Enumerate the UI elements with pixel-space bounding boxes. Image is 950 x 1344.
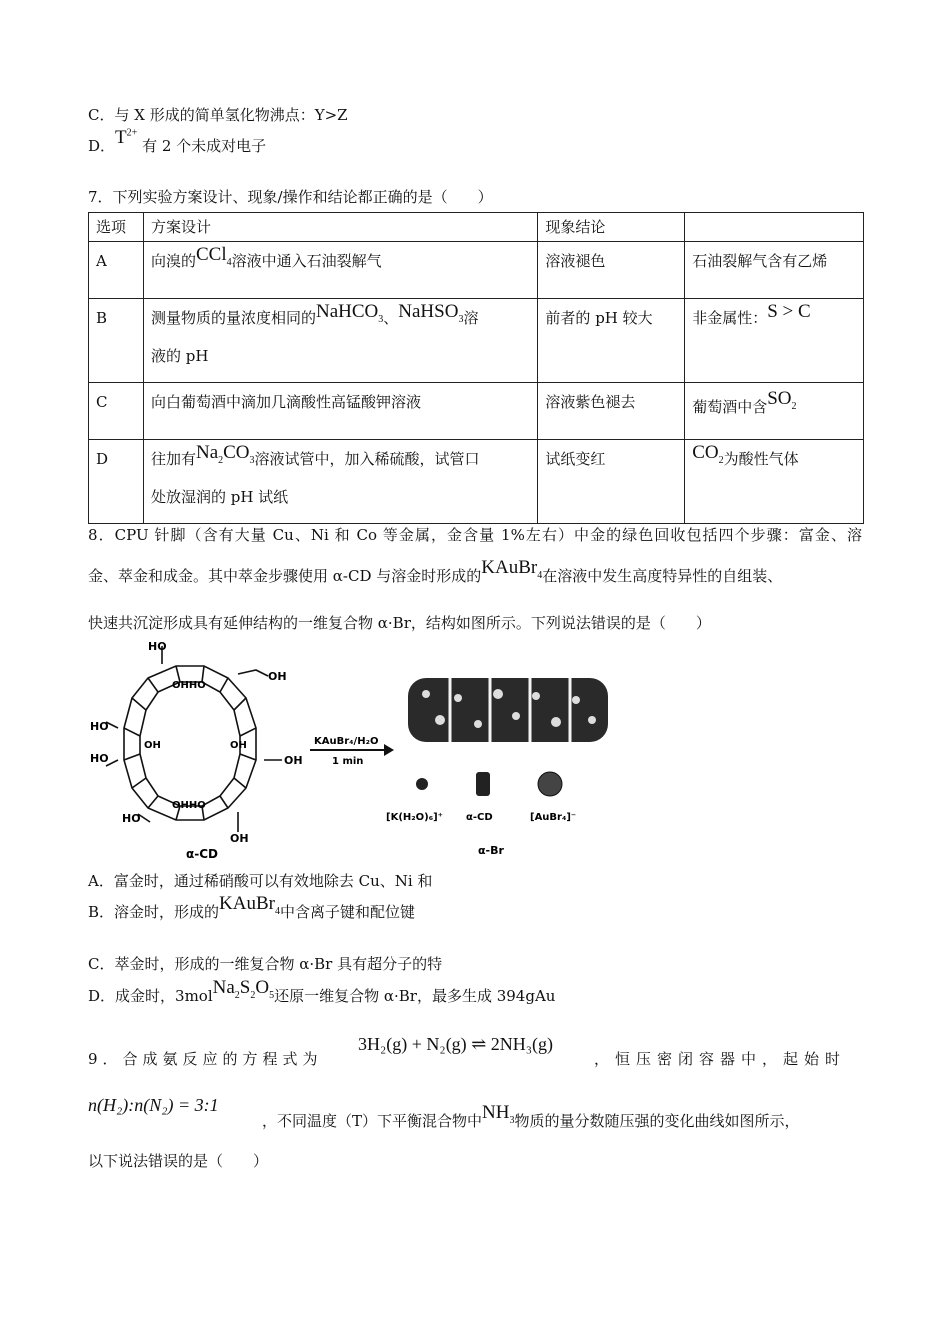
ring-label: OH [268, 670, 287, 683]
q7-table [88, 212, 864, 524]
row-phenomenon: 溶液褪色 [538, 242, 685, 299]
row-phenomenon: 试纸变红 [538, 439, 685, 523]
legend-alpha-cd: α-CD [466, 812, 493, 823]
so2-formula: $SO_2$ [767, 388, 797, 412]
q8-line-2: 金、萃金和成金。其中萃金步骤使用 α-CD 与溶金时形成的KAuBr$_4$在溶液中发生高度特异性的自组装、 [88, 557, 783, 585]
ring-label: HO [90, 752, 109, 765]
q9-line-1-lead: 9．合成氨反应的方程式为 [88, 1050, 323, 1068]
nahso3-formula: NaHSO$_3$ [398, 301, 464, 325]
kaubr4-formula: KAuBr$_4$ [481, 557, 543, 581]
row-design: 向白葡萄酒中滴加几滴酸性高锰酸钾溶液 [143, 383, 537, 440]
legend-k-ion: [K(H₂O)₆]⁺ [386, 812, 443, 823]
t-ion-formula: $T^{2+}$ [115, 127, 138, 148]
row-design: 往加有$Na_2CO_3$溶液试管中，加入稀硫酸，试管口 处放湿润的 pH 试纸 [143, 439, 537, 523]
legend-aubr4: [AuBr₄]⁻ [530, 812, 577, 823]
q8-option-a: A．富金时，通过稀硝酸可以有效地除去 Cu、Ni 和 [88, 872, 433, 890]
co2-formula: $CO_2$ [692, 441, 724, 466]
alpha-cd-icon [476, 772, 490, 796]
table-row [89, 242, 864, 299]
q9-line-2: ，不同温度（T）下平衡混合物中$NH_3$物质的量分数随压强的变化曲线如图所示， [262, 1102, 800, 1130]
ammonia-equation: 3H₂(g) + N₂(g) ⇌ 2NH₃(g) [358, 1034, 554, 1054]
q8-line-3: 快速共沉淀形成具有延伸结构的一维复合物 α·Br，结构如图所示。下列说法错误的是（ ） [88, 614, 711, 632]
header-option: 选项 [89, 213, 144, 242]
ratio-expression: n(H₂):n(N₂) = 3:1 [88, 1095, 219, 1115]
q8-option-c: C．萃金时，形成的一维复合物 α·Br 具有超分子的特 [88, 955, 443, 973]
s-gt-c: S > C [767, 301, 811, 322]
row-conclusion: 非金属性：S > C [685, 299, 864, 383]
arrow-head [384, 744, 394, 756]
table-header-row [89, 213, 864, 242]
ring-label: OH [230, 740, 247, 751]
row-phenomenon: 前者的 pH 较大 [538, 299, 685, 383]
row-design: 测量物质的量浓度相同的NaHCO$_3$、NaHSO$_3$溶 液的 pH [143, 299, 537, 383]
ring-label: HO [148, 640, 167, 653]
q8-line-1: 8．CPU 针脚（含有大量 Cu、Ni 和 Co 等金属，金含量 1%左右）中金的绿色回收包括四个步骤：富金、溶 [88, 526, 862, 544]
header-blank [685, 213, 864, 242]
q9-line-3: 以下说法错误的是（ ） [88, 1152, 269, 1170]
alpha-br-complex-figure [386, 654, 630, 857]
stacked-complex [408, 678, 608, 742]
table-row [89, 383, 864, 440]
ring-label: HO [90, 720, 109, 733]
nh3-formula: $NH_3$ [482, 1102, 515, 1126]
arrow-reagent: KAuBr₄/H₂O [314, 736, 379, 747]
option-d-label: D． [88, 137, 116, 155]
alpha-cd-caption: α-CD [186, 847, 218, 861]
option-d-text: 有 2 个未成对电子 [142, 137, 267, 155]
ring-label: OHHO [172, 680, 206, 691]
header-phenomenon: 现象结论 [538, 213, 685, 242]
row-option: D [89, 439, 144, 523]
ring-label: OHHO [172, 800, 206, 811]
table-row [89, 299, 864, 383]
row-option: B [89, 299, 144, 383]
arrow-time: 1 min [332, 756, 364, 767]
row-conclusion: 石油裂解气含有乙烯 [685, 242, 864, 299]
row-design: 向溴的CCl$_4$溶液中通入石油裂解气 [143, 242, 537, 299]
table-row [89, 439, 864, 523]
row-option: C [89, 383, 144, 440]
nahco3-formula: NaHCO$_3$ [315, 301, 384, 325]
k-h2o-ion-icon [416, 778, 428, 790]
ring-label: HO [122, 812, 141, 825]
alpha-br-caption: α-Br [478, 844, 504, 857]
q8-option-d: D．成金时，$3molNa_2S_2O_5$还原一维复合物 α·Br，最多生成 394gAu [88, 977, 556, 1005]
row-conclusion: $CO_2$为酸性气体 [685, 439, 864, 523]
na2s2o5-formula: $Na_2S_2O_5$ [212, 977, 275, 1001]
row-conclusion: 葡萄酒中含$SO_2$ [685, 383, 864, 440]
q9-line-1-tail: ，恒压密闭容器中，起始时 [594, 1050, 847, 1068]
ring-label: OH [284, 754, 303, 767]
option-d-line [88, 127, 267, 157]
ring-label: OH [144, 740, 161, 751]
row-phenomenon: 溶液紫色褪去 [538, 383, 685, 440]
kaubr4-formula: KAuBr$_4$ [219, 893, 280, 917]
q7-stem: 7．下列实验方案设计、现象/操作和结论都正确的是（ ） [88, 188, 493, 206]
equilibrium-arrow: ⇌ [471, 1034, 487, 1054]
header-design: 方案设计 [143, 213, 537, 242]
ring-label: OH [230, 832, 249, 845]
na2co3-formula: $Na_2CO_3$ [195, 441, 255, 466]
aubr4-ion-icon [538, 772, 562, 796]
q8-option-b: B．溶金时，形成的KAuBr$_4$中含离子键和配位键 [88, 893, 415, 921]
option-c-text: C．与 X 形成的简单氢化物沸点：Y>Z [88, 106, 348, 124]
row-option: A [89, 242, 144, 299]
ccl4-formula: CCl$_4$ [195, 244, 232, 268]
